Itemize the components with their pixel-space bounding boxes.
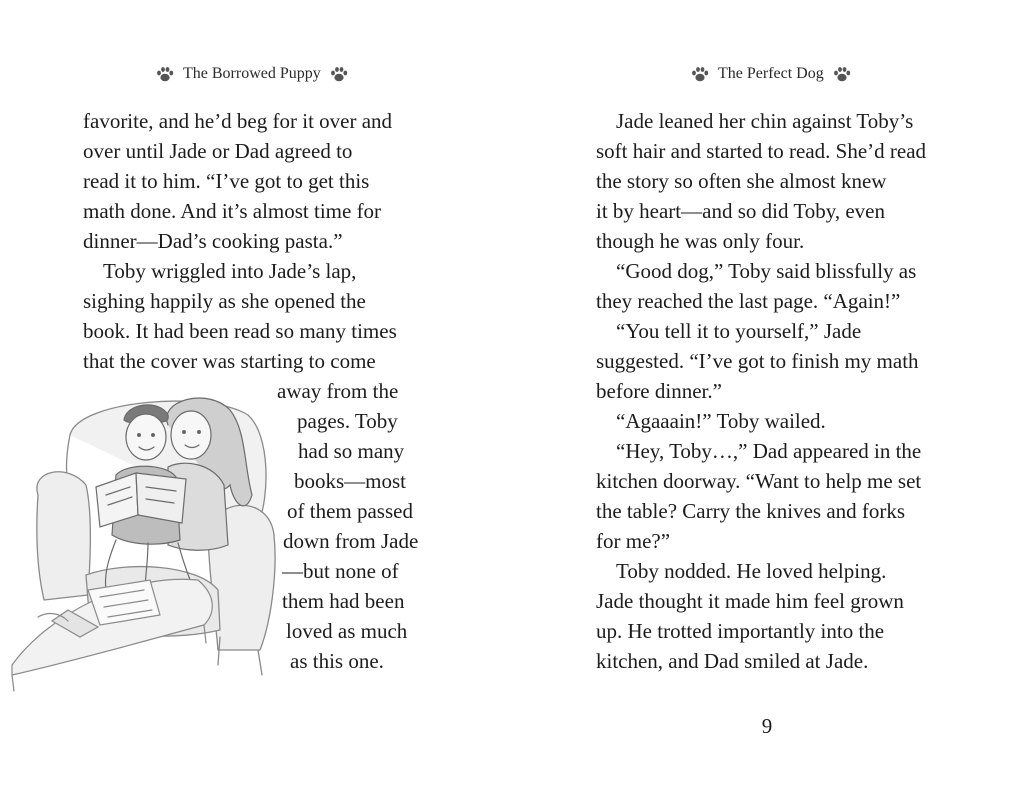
- text-line: “Hey, Toby…,” Dad appeared in the: [616, 439, 922, 463]
- text-line: down from Jade: [283, 529, 419, 553]
- right-page: [512, 0, 1024, 788]
- text-line: loved as much: [286, 619, 408, 643]
- text-line: though he was only four.: [596, 229, 805, 253]
- text-line: math done. And it’s almost time for: [83, 199, 382, 223]
- text-line: the table? Carry the knives and forks: [596, 499, 906, 523]
- text-line: books—most: [294, 469, 407, 493]
- text-line: sighing happily as she opened the: [83, 289, 366, 313]
- text-line: away from the: [277, 379, 399, 403]
- text-line: for me?”: [596, 529, 671, 553]
- text-line: of them passed: [287, 499, 413, 523]
- text-line: the story so often she almost knew: [596, 169, 887, 193]
- text-line: Toby wriggled into Jade’s lap,: [103, 259, 357, 283]
- text-line: before dinner.”: [596, 379, 722, 403]
- text-line: kitchen doorway. “Want to help me set: [596, 469, 922, 493]
- text-line: —but none of: [282, 559, 399, 583]
- page-number: 9: [761, 714, 773, 738]
- text-line: pages. Toby: [297, 409, 398, 433]
- text-line: “Good dog,” Toby said blissfully as: [616, 259, 917, 283]
- text-line: that the cover was starting to come: [83, 349, 376, 373]
- text-line: Jade thought it made him feel grown: [596, 589, 904, 613]
- text-line: “Agaaain!” Toby wailed.: [616, 409, 826, 433]
- text-line: book. It had been read so many times: [83, 319, 397, 343]
- left-running-head-title: The Borrowed Puppy: [183, 65, 321, 82]
- text-line: “You tell it to yourself,” Jade: [616, 319, 862, 343]
- text-line: Toby nodded. He loved helping.: [616, 559, 887, 583]
- text-line: Jade leaned her chin against Toby’s: [616, 109, 914, 133]
- text-line: it by heart—and so did Toby, even: [596, 199, 885, 223]
- reading-children-illustration: [8, 375, 283, 695]
- text-line: favorite, and he’d beg for it over and: [83, 109, 393, 133]
- text-line: they reached the last page. “Again!”: [596, 289, 901, 313]
- right-page-text: [512, 0, 1024, 700]
- text-line: soft hair and started to read. She’d read: [596, 139, 927, 163]
- text-line: kitchen, and Dad smiled at Jade.: [596, 649, 869, 673]
- text-line: as this one.: [290, 649, 384, 673]
- text-line: dinner—Dad’s cooking pasta.”: [83, 229, 343, 253]
- text-line: up. He trotted importantly into the: [596, 619, 885, 643]
- text-line: them had been: [282, 589, 405, 613]
- text-line: over until Jade or Dad agreed to: [83, 139, 353, 163]
- right-running-head-title: The Perfect Dog: [718, 65, 824, 82]
- text-line: read it to him. “I’ve got to get this: [83, 169, 370, 193]
- text-line: suggested. “I’ve got to finish my math: [596, 349, 919, 373]
- text-line: had so many: [298, 439, 405, 463]
